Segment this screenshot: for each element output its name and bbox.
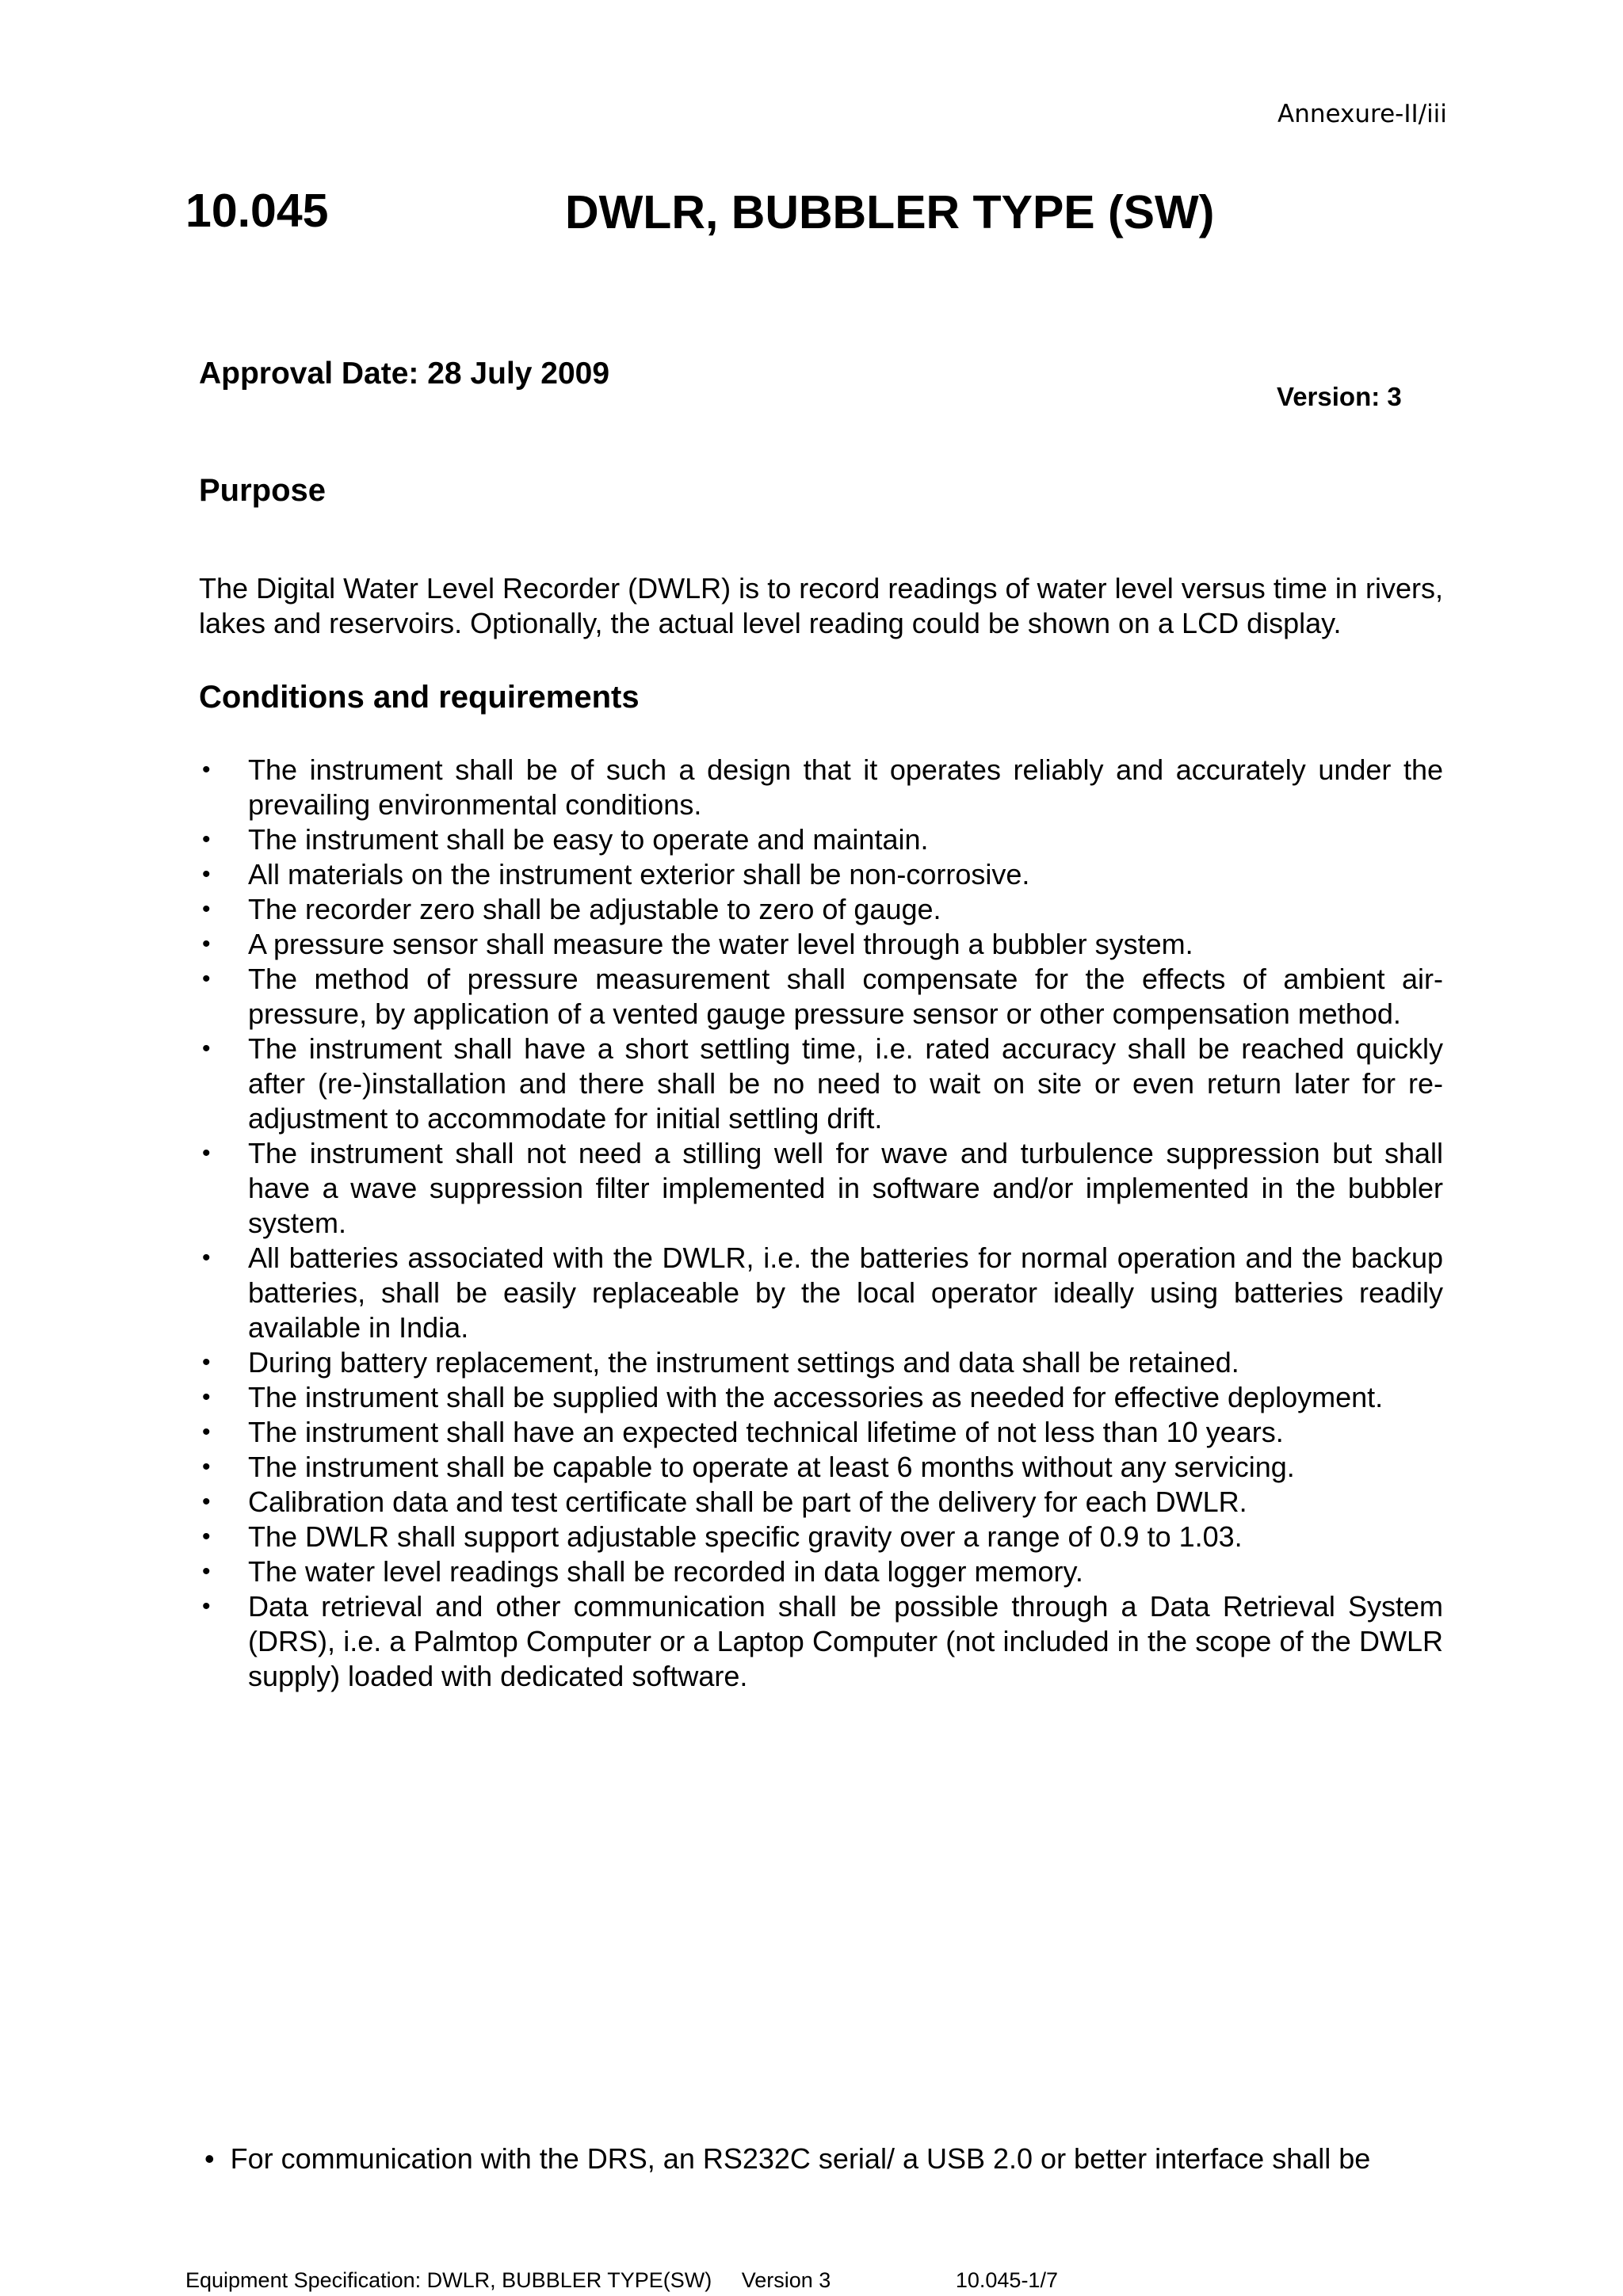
footer-version: Version 3 (741, 2268, 831, 2292)
requirement-item: • The instrument shall have an expected technical lifetime of not less than 10 years. (199, 1415, 1443, 1450)
version-label: Version: 3 (1277, 382, 1402, 411)
footer-page-number: 10.045-1/7 (955, 2268, 1058, 2292)
footer-spec: Equipment Specification: DWLR, BUBBLER TYPE(SW) (185, 2268, 712, 2292)
page-title: DWLR, BUBBLER TYPE (SW) (565, 186, 1215, 238)
requirement-item: • All materials on the instrument exterior shall be non-corrosive. (199, 857, 1443, 892)
requirement-item: • The recorder zero shall be adjustable to zero of gauge. (199, 892, 1443, 927)
bullet-icon: • (204, 2142, 231, 2175)
requirement-item: • The instrument shall be capable to operate at least 6 months without any servicing. (199, 1450, 1443, 1485)
approval-date: Approval Date: 28 July 2009 (199, 357, 610, 391)
requirement-item: • The instrument shall have a short settling time, i.e. rated accuracy shall be reached quickly after (re-)installation and there shall be no need to wait on site or even return later for re- adjustment to accommodate for initial settling drift. (199, 1032, 1443, 1136)
purpose-paragraph: The Digital Water Level Recorder (DWLR) is to record readings of water level versus time in rivers, lakes and reservoirs. Optionally, the actual level reading could be shown on a LCD display. (199, 572, 1443, 639)
requirement-item: • The instrument shall be easy to operate and maintain. (199, 822, 1443, 857)
requirement-item: • A pressure sensor shall measure the water level through a bubbler system. (199, 927, 1443, 962)
purpose-heading: Purpose (199, 473, 327, 508)
requirement-item: • The instrument shall be of such a design that it operates reliably and accurately under the prevailing environmental conditions. (199, 753, 1443, 822)
conditions-heading: Conditions and requirements (199, 680, 640, 715)
page-footer (185, 2268, 1058, 2293)
requirement-item: • Calibration data and test certificate shall be part of the delivery for each DWLR. (199, 1485, 1443, 1520)
requirements-list (199, 753, 1443, 1694)
requirement-item: • The water level readings shall be recorded in data logger memory. (199, 1554, 1443, 1589)
requirement-item-last (204, 2142, 1370, 2176)
requirement-item: • The DWLR shall support adjustable specific gravity over a range of 0.9 to 1.03. (199, 1520, 1443, 1554)
requirement-item: • All batteries associated with the DWLR, i.e. the batteries for normal operation and the backup batteries, shall be easily replaceable by the local operator ideally using batteries readily available in India. (199, 1241, 1443, 1345)
annexure-label: Annexure-II/iii (1277, 100, 1447, 128)
requirement-last-text: For communication with the DRS, an RS232C serial/ a USB 2.0 or better interface shall be (230, 2142, 1371, 2175)
requirement-item: • The instrument shall not need a stilling well for wave and turbulence suppression but shall have a wave suppression filter implemented in software and/or implemented in the bubbler system. (199, 1136, 1443, 1241)
requirement-item: • During battery replacement, the instrument settings and data shall be retained. (199, 1345, 1443, 1380)
requirement-item: • Data retrieval and other communication shall be possible through a Data Retrieval System (DRS), i.e. a Palmtop Computer or a Laptop Computer (not included in the scope of the DWLR supply) loaded with dedicated software. (199, 1589, 1443, 1694)
doc-number: 10.045 (185, 185, 329, 237)
requirement-item: • The instrument shall be supplied with the accessories as needed for effective deployment. (199, 1380, 1443, 1415)
requirement-item: • The method of pressure measurement shall compensate for the effects of ambient air- pressure, by application of a vented gauge pressure sensor or other compensation method. (199, 962, 1443, 1032)
